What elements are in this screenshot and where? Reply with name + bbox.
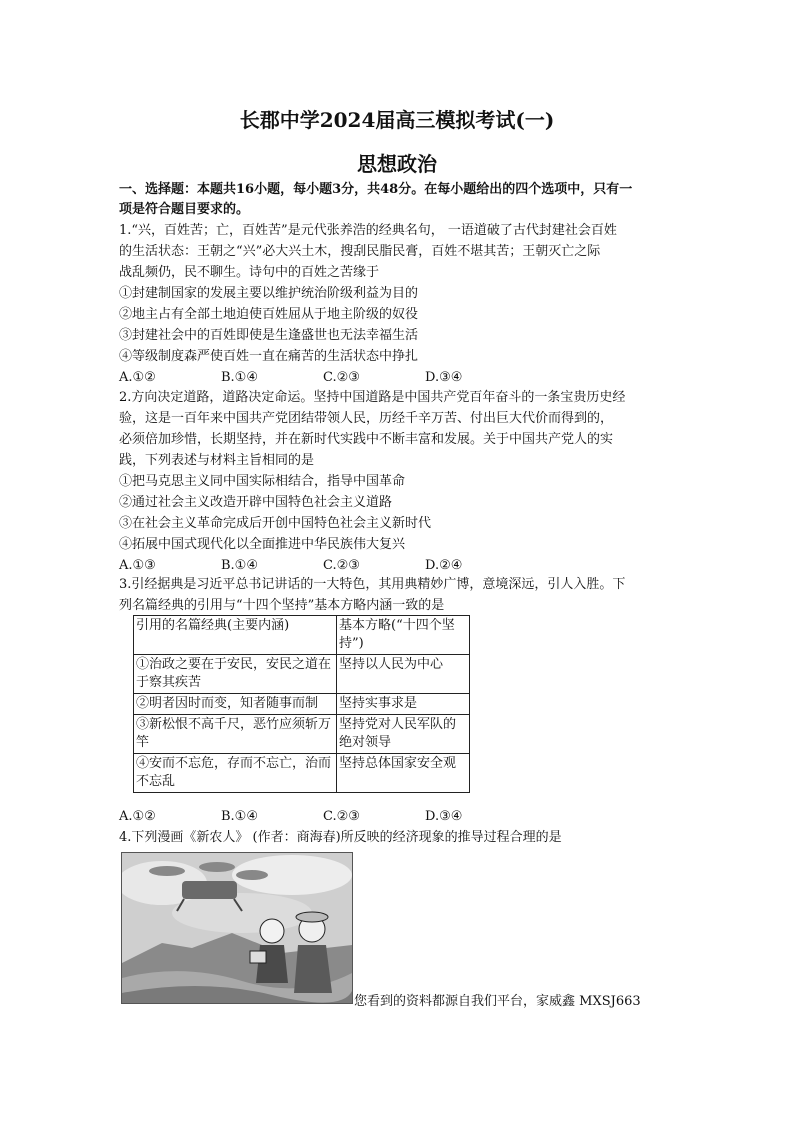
table-row [134,694,470,715]
q1-options [119,369,527,387]
table-cell: 坚持党对人民军队的绝对领导 [337,715,470,754]
option-a[interactable]: A.①③ [119,558,156,573]
q1-item: ④等级制度森严使百姓一直在痛苦的生活状态中挣扎 [119,349,419,364]
q1-item: ②地主占有全部土地迫使百姓屈从于地主阶级的奴役 [119,307,419,322]
option-c[interactable]: C.②③ [323,558,360,573]
q2-stem-line: 必须倍加珍惜，长期坚持，并在新时代实践中不断丰富和发展。关于中国共产党人的实 [119,432,614,447]
option-c[interactable]: C.②③ [323,809,360,824]
table-cell: 坚持以人民为中心 [337,655,470,694]
q1-item: ①封建制国家的发展主要以维护统治阶级利益为目的 [119,286,419,301]
watermark-caption: 您看到的资料都源自我们平台，家威鑫 MXSJ663 [354,994,641,1009]
cartoon-image [121,852,353,1004]
option-b[interactable]: B.①④ [221,809,258,824]
q1-item: ③封建社会中的百姓即使是生逢盛世也无法幸福生活 [119,328,419,343]
table-cell: ④安而不忘危，存而不忘亡，治而不忘乱 [134,754,337,793]
table-row [134,655,470,694]
section-instruction: 一、选择题：本题共16小题，每小题3分，共48分。在每小题给出的四个选项中，只有一 [119,182,633,197]
table-header-row [134,616,470,655]
q1-stem-line: 的生活状态：王朝之“兴”必大兴土木，搜刮民脂民膏，百姓不堪其苦；王朝灭亡之际 [119,244,601,259]
table-cell: ③新松恨不高千尺，恶竹应须斩万竿 [134,715,337,754]
q2-item: ②通过社会主义改造开辟中国特色社会主义道路 [119,495,393,510]
table-row [134,715,470,754]
q2-stem-line: 验，这是一百年来中国共产党团结带领人民，历经千辛万苦、付出巨大代价而得到的， [119,411,614,426]
q1-stem-line: 战乱频仍，民不聊生。诗句中的百姓之苦缘于 [119,265,380,280]
q2-stem-line: 2.方向决定道路，道路决定命运。坚持中国道路是中国共产党百年奋斗的一条宝贵历史经 [119,390,626,405]
q1-stem-line: 1.“兴，百姓苦；亡，百姓苦”是元代张养浩的经典名句， 一语道破了古代封建社会百姓 [119,223,617,238]
q2-item: ③在社会主义革命完成后开创中国特色社会主义新时代 [119,516,432,531]
table-cell: 坚持总体国家安全观 [337,754,470,793]
table-cell: ②明者因时而变，知者随事而制 [134,694,337,715]
table-header-cell: 基本方略(“十四个坚持”) [337,616,470,655]
table-cell: 坚持实事求是 [337,694,470,715]
option-b[interactable]: B.①④ [221,370,258,385]
option-c[interactable]: C.②③ [323,370,360,385]
option-d[interactable]: D.③④ [425,370,463,385]
q2-options [119,557,527,575]
q3-options [119,808,527,826]
option-a[interactable]: A.①② [119,370,156,385]
cartoon-illustration [122,853,352,1003]
table-cell: ①治政之要在于安民，安民之道在于察其疾苦 [134,655,337,694]
q2-item: ①把马克思主义同中国实际相结合，指导中国革命 [119,474,406,489]
option-d[interactable]: D.②④ [425,558,463,573]
section-instruction-cont: 项是符合题目要求的。 [119,202,250,217]
q3-stem-line: 3.引经据典是习近平总书记讲话的一大特色，其用典精妙广博，意境深远，引人入胜。下 [119,577,626,592]
q4-stem-line: 4.下列漫画《新农人》 (作者：商海春)所反映的经济现象的推导过程合理的是 [119,830,562,845]
subject-title: 思想政治 [357,152,437,176]
option-a[interactable]: A.①② [119,809,156,824]
q2-stem-line: 践，下列表述与材料主旨相同的是 [119,453,315,468]
option-d[interactable]: D.③④ [425,809,463,824]
exam-title: 长郡中学2024届高三模拟考试(一) [239,108,555,132]
option-b[interactable]: B.①④ [221,558,258,573]
table-row [134,754,470,793]
q2-item: ④拓展中国式现代化以全面推进中华民族伟大复兴 [119,537,406,552]
q3-table [133,615,470,793]
table-header-cell: 引用的名篇经典(主要内涵) [134,616,337,655]
q3-stem-line: 列名篇经典的引用与“十四个坚持”基本方略内涵一致的是 [119,598,445,613]
